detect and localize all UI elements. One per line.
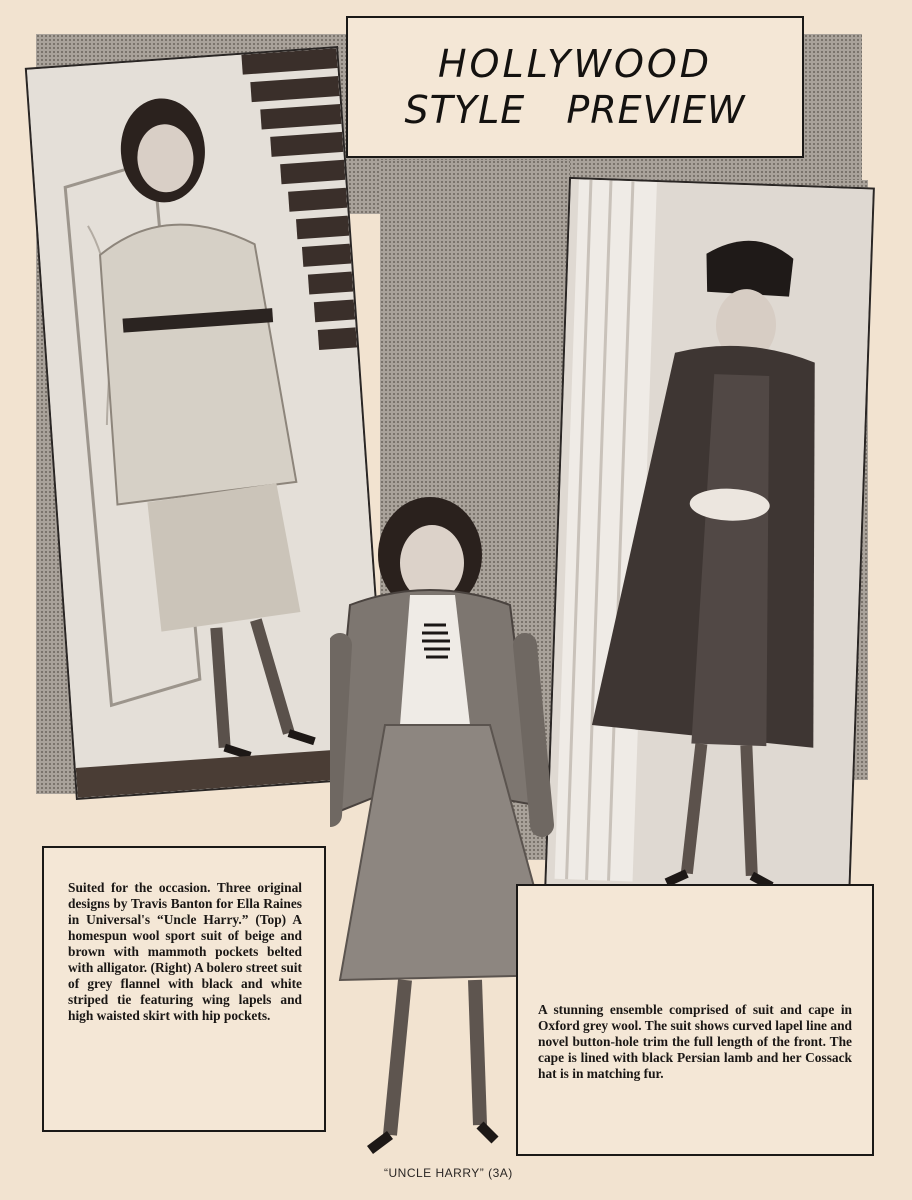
caption-left-text: Suited for the occasion. Three original designs by Travis Banton for Ella Raines in Universal's “Uncle Harry.” (Top) A homespun wool sport suit of beige and brown with mammoth pockets belted with alligator. (Right) A bolero street suit of grey flannel with black and white striped tie featuring wing lapels and high waisted skirt with hip pockets. [68, 880, 302, 1023]
caption-left-box [42, 846, 326, 1132]
page-title-line-2: STYLE PREVIEW [404, 88, 746, 132]
caption-right-box [516, 884, 874, 1156]
photo-cape-ensemble-image [545, 179, 873, 929]
page-footer: “UNCLE HARRY” (3A) [384, 1166, 513, 1180]
photo-cape-ensemble [543, 177, 875, 931]
page-title-line-1: HOLLYWOOD [437, 42, 713, 86]
title-box [346, 16, 804, 158]
caption-right-text: A stunning ensemble comprised of suit and cape in Oxford grey wool. The suit shows curved lapel line and novel button-hole trim the full length of the front. The cape is lined with black Persian lamb and her Cossack hat is in matching fur. [538, 1002, 852, 1081]
